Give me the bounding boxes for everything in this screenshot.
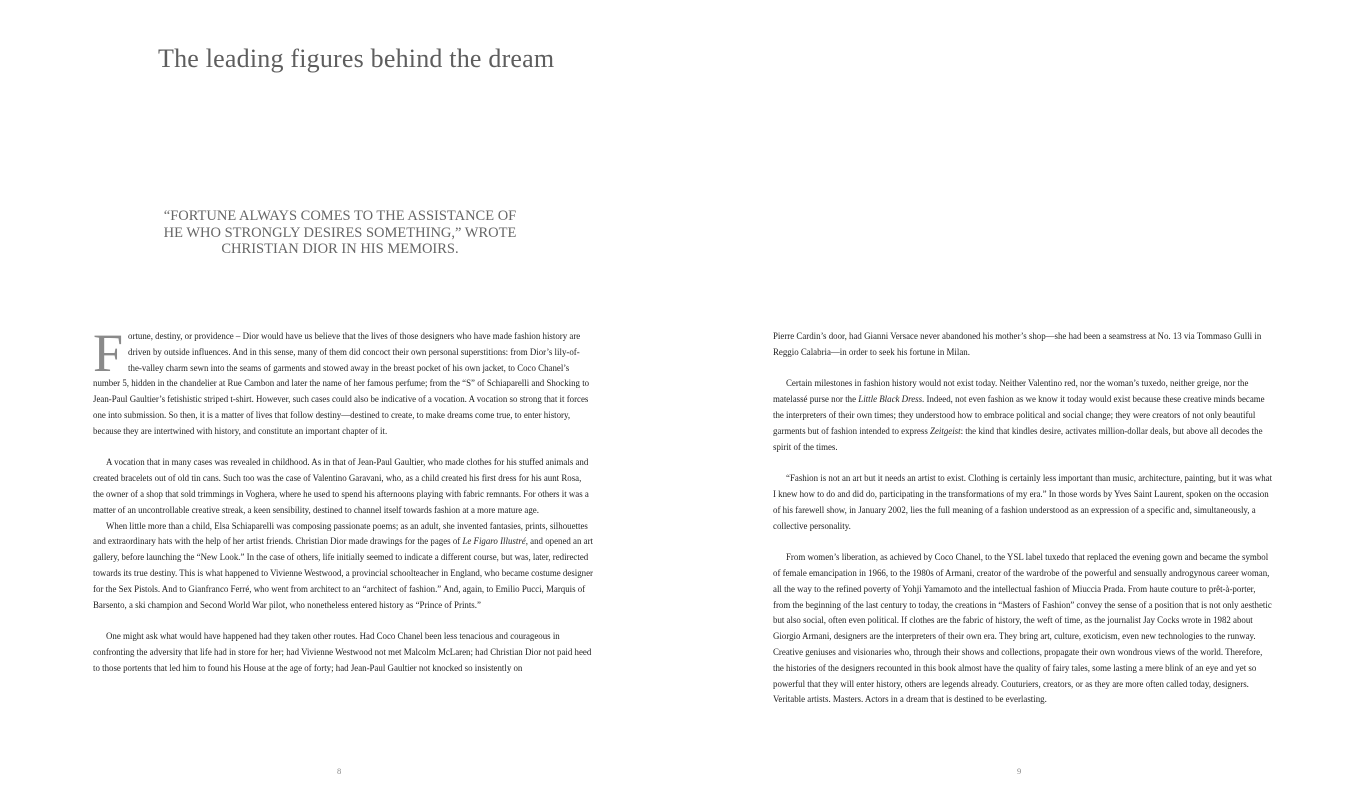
page-number: 8	[337, 766, 342, 776]
paragraph	[773, 376, 1273, 455]
right-page	[680, 0, 1360, 800]
paragraph: From women’s liberation, as achieved by Coco Chanel, to the YSL label tuxedo that replaced the evening gown and became the symbol of female emancipation in 1966, to the 1980s of Armani, creator of the wardrobe of the powerful and sensually androgynous career woman, all the way to the refined poverty of Yohji Yamamoto and the intellectual fashion of Miuccia Prada. From haute couture to prêt-à-porter, from the beginning of the last century to today, the creations in “Masters of Fashion” convey the sense of a position that is not only aesthetic but also social, often even political. If clothes are the fabric of history, the weft of time, as the journalist Jay Cocks wrote in 1982 about Giorgio Armani, designers are the interpreters of their own era. They bring art, culture, exoticism, even new technologies to the runway. Creative geniuses and visionaries who, through their shows and collections, propagate their own wondrous views of the world. Therefore, the histories of the designers recounted in this book almost have the quality of fairy tales, some lasting a mere blink of an eye and yet so powerful that they will enter history, others are legends already. Couturiers, creators, or as they are more often called today, designers. Veritable artists. Masters. Actors in a dream that is destined to be everlasting.	[773, 552, 1272, 705]
paragraph: A vocation that in many cases was revealed in childhood. As in that of Jean-Paul Gaultier, who made clothes for his stuffed animals and created bracelets out of old tin cans. Such too was the case of Valentino Garavani, who, as a child created his first dress for his aunt Rosa, the owner of a shop that sold trimmings in Voghera, where he used to spend his afternoons playing with fabric remnants. For others it was a matter of an uncontrollable creative streak, a keen sensibility, destined to channel itself towards fashion at a more mature age.	[93, 457, 589, 515]
paragraph-text: Certain milestones in fashion history would not exist today. Neither Valentino red, nor the woman’s tuxedo, neither greige, nor the matelassé purse nor the	[773, 378, 1249, 405]
paragraph: Pierre Cardin’s door, had Gianni Versace never abandoned his mother’s shop—she had been a seamstress at No. 13 via Tommaso Gulli in Reggio Calabria—in order to seek his fortune in Milan.	[773, 331, 1262, 357]
right-body-text	[773, 329, 1273, 708]
paragraph: One might ask what would have happened had they taken other routes. Had Coco Chanel been less tenacious and courageous in confronting the adversity that life had in store for her; had Vivienne Westwood not met Malcolm McLaren; had Christian Dior not paid heed to those portents that led him to found his House at the age of forty; had Jean-Paul Gaultier not knocked so insistently on	[93, 631, 592, 673]
chapter-title: The leading figures behind the dream	[158, 44, 555, 73]
italic-term: Zeitgeist	[930, 425, 961, 436]
left-body-text	[93, 323, 594, 677]
page-number: 9	[1017, 766, 1022, 776]
paragraph-text: When little more than a child, Elsa Schiaparelli was composing passionate poems; as an adult, she invented fantasies, prints, silhouettes and extraordinary hats with the help of her artist friends. Christian Dior made drawings for the pages of	[93, 520, 588, 547]
italic-title: Little Black Dress	[858, 394, 923, 405]
paragraph: “Fashion is not an art but it needs an artist to exist. Clothing is certainly less important than music, architecture, painting, but it was what I knew how to do and did do, participating in the transformations of my era.” In those words by Yves Saint Laurent, spoken on the occasion of his farewell show, in January 2002, lies the full meaning of a fashion understood as an expression of a specific and, simultaneously, a collective personality.	[773, 473, 1273, 531]
paragraph-text: ortune, destiny, or providence – Dior would have us believe that the lives of those designers who have made fashion history are driven by outside influences. And in this sense, many of them did concoct their own personal superstitions: from Dior’s lily-of-the-valley charm sewn into the seams of garments and stowed away in the breast pocket of his own jacket, to Coco Chanel’s number 5, hidden in the chandelier at Rue Cambon and later the name of her famous perfume; from the “S” of Schiaparelli and Shocking to Jean-Paul Gaultier’s fetishistic striped t-shirt. However, such cases could also be indicative of a vocation. A vocation so strong that it forces one into submission. So then, it is a matter of lives that follow destiny—destined to create, to make dreams come true, to enter history, because they are intertwined with history, and constitute an important chapter of it.	[93, 331, 590, 436]
paragraph	[93, 519, 593, 614]
paragraph	[93, 323, 593, 440]
paragraph-text: : the kind that kindles desire, activates million-dollar deals, but above all decodes the spirit of the times.	[773, 425, 1263, 452]
pull-quote: “FORTUNE ALWAYS COMES TO THE ASSISTANCE OF HE WHO STRONGLY DESIRES SOMETHING,” WROTE CHRISTIAN DIOR IN HIS MEMOIRS.	[163, 208, 517, 257]
italic-title: Le Figaro Illustré	[462, 536, 526, 547]
paragraph-text: , and opened an art gallery, before launching the “New Look.” In the case of others, life initially seemed to indicate a different course, but was, later, redirected towards its true destiny. This is what happened to Vivienne Westwood, a provincial schoolteacher in England, who became costume designer for the Sex Pistols. And to Gianfranco Ferré, who went from architect to an “architect of fashion.” And, again, to Emilio Pucci, Marquis of Barsento, a ski champion and Second World War pilot, who nonetheless entered history as “Prince of Prints.”	[93, 536, 594, 610]
drop-cap: F	[93, 323, 124, 383]
paragraph-text: . Indeed, not even fashion as we know it today would exist because these creative minds became the interpreters of their own times; they understood how to embrace political and social change; they were creators of not only beautiful garments but of fashion intended to express	[773, 394, 1265, 436]
